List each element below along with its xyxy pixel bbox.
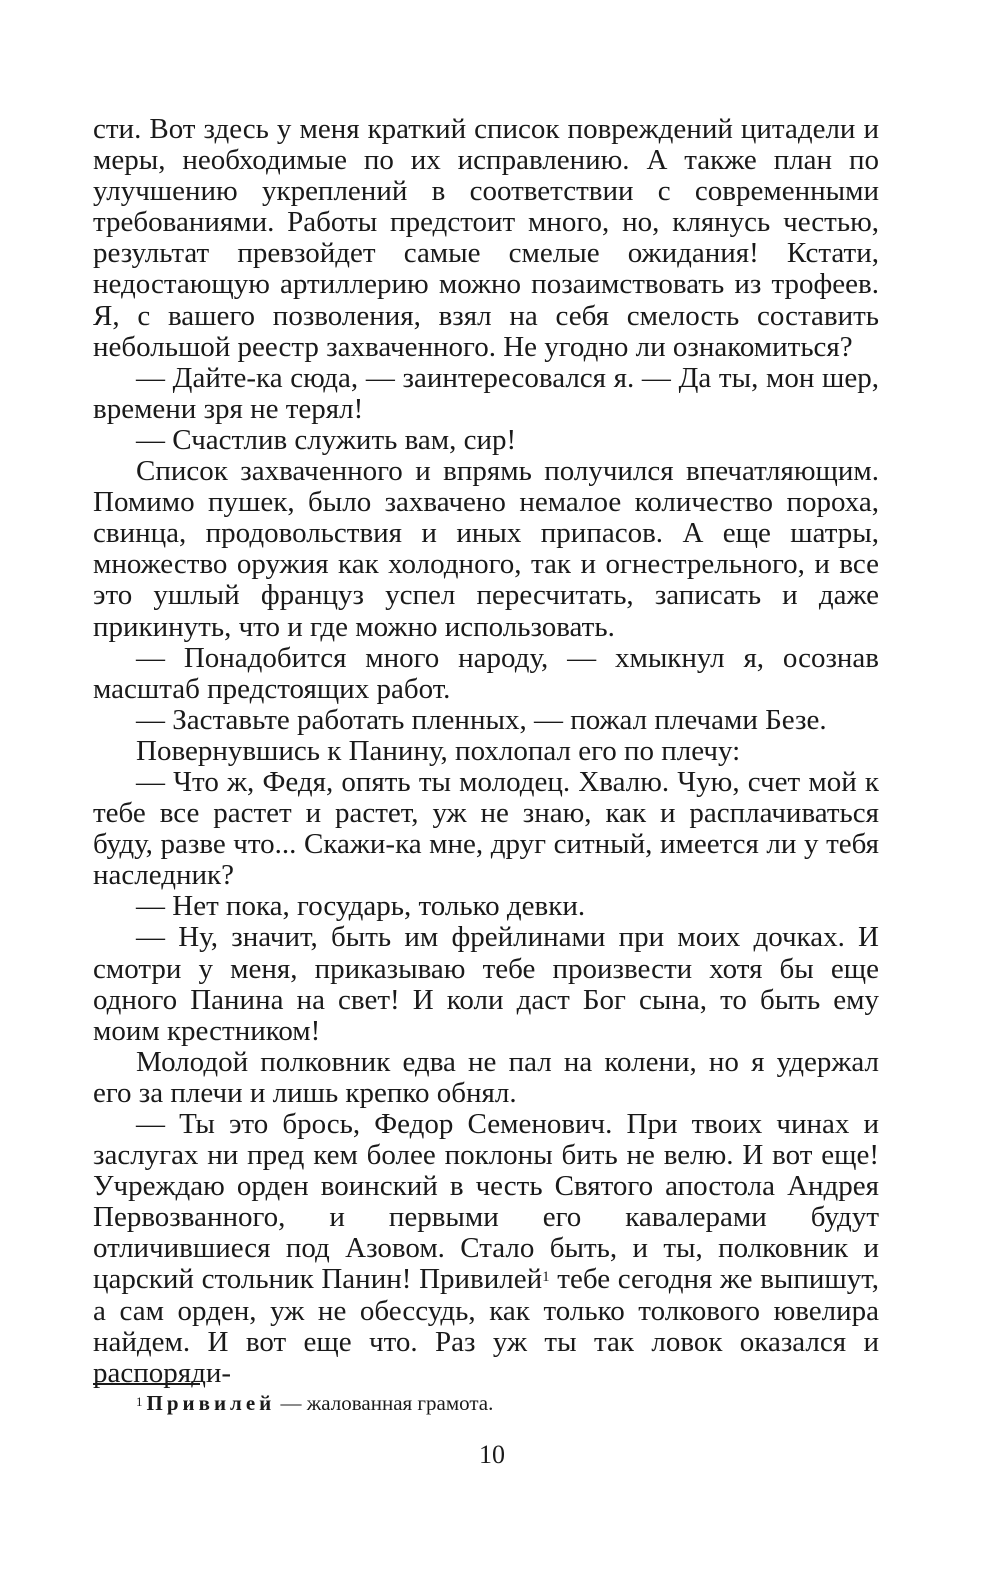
- paragraph: сти. Вот здесь у меня краткий список повреждений цитадели и меры, необходимые по их исправлению. А также план по улучшению укреплений в соответствии с современными требованиями. Работы предстоит много, но, клянусь честью, результат превзойдет самые смелые ожидания! Кстати, недостающую артиллерию можно позаимствовать из трофеев. Я, с вашего позволения, взял на себя смелость составить небольшой реестр захваченного. Не угодно ли ознакомиться?: [93, 113, 879, 363]
- paragraph: Молодой полковник едва не пал на колени, но я удержал его за плечи и лишь крепко обнял.: [93, 1045, 879, 1109]
- paragraph: — Ну, значит, быть им фрейлинами при моих дочках. И смотри у меня, приказываю тебе произвести хотя бы еще одного Панина на свет! И коли даст Бог сына, то быть ему моим крестником!: [93, 921, 879, 1047]
- page-number: 10: [479, 1440, 505, 1469]
- footnote-divider: [93, 1383, 200, 1385]
- paragraph: — Понадобится много народу, — хмыкнул я, осознав масштаб предстоящих работ.: [93, 641, 879, 705]
- footnote-reference[interactable]: 1: [542, 1269, 550, 1286]
- paragraph-text-after-ref: тебе сегодня же выпишут, а сам орден, уж не обессудь, как только толкового ювелира найдем. И вот еще что. Раз уж ты так ловок оказался и распоряди-: [93, 1263, 879, 1389]
- paragraph-text-before-ref: — Ты это брось, Федор Семенович. При твоих чинах и заслугах ни пред кем более поклоны бить не велю. И вот еще! Учреждаю орден воинский в честь Святого апостола Андрея Первозванного, и первыми его кавалерами будут отличившиеся под Азовом. Стало быть, и ты, полковник и царский стольник Панин! Привилей: [93, 1108, 879, 1296]
- footnote-term: Привилей: [146, 1391, 276, 1415]
- paragraph: Повернувшись к Панину, похлопал его по плечу:: [136, 734, 741, 767]
- footnote-definition: — жалованная грамота.: [275, 1391, 494, 1415]
- page-body: [93, 114, 879, 1389]
- paragraph-with-footnote-ref: [93, 1109, 879, 1389]
- footnote: [136, 1390, 493, 1416]
- paragraph: — Что ж, Федя, опять ты молодец. Хвалю. Чую, счет мой к тебе все растет и растет, уж не знаю, как и расплачиваться буду, разве что... Скажи-ка мне, друг ситный, имеется ли у тебя наследник?: [93, 765, 879, 892]
- paragraph: — Заставьте работать пленных, — пожал плечами Безе.: [136, 703, 827, 736]
- footnote-number: 1: [136, 1394, 143, 1409]
- paragraph: — Нет пока, государь, только девки.: [136, 890, 586, 923]
- paragraph: — Дайте-ка сюда, — заинтересовался я. — Да ты, мон шер, времени зря не терял!: [93, 361, 879, 425]
- paragraph: Список захваченного и впрямь получился впечатляющим. Помимо пушек, было захвачено немалое количество пороха, свинца, продовольствия и иных припасов. А еще шатры, множество оружия как холодного, так и огнестрельного, и все это ушлый француз успел пересчитать, записать и даже прикинуть, что и где можно использовать.: [93, 455, 879, 643]
- paragraph: — Счастлив служить вам, сир!: [136, 423, 517, 456]
